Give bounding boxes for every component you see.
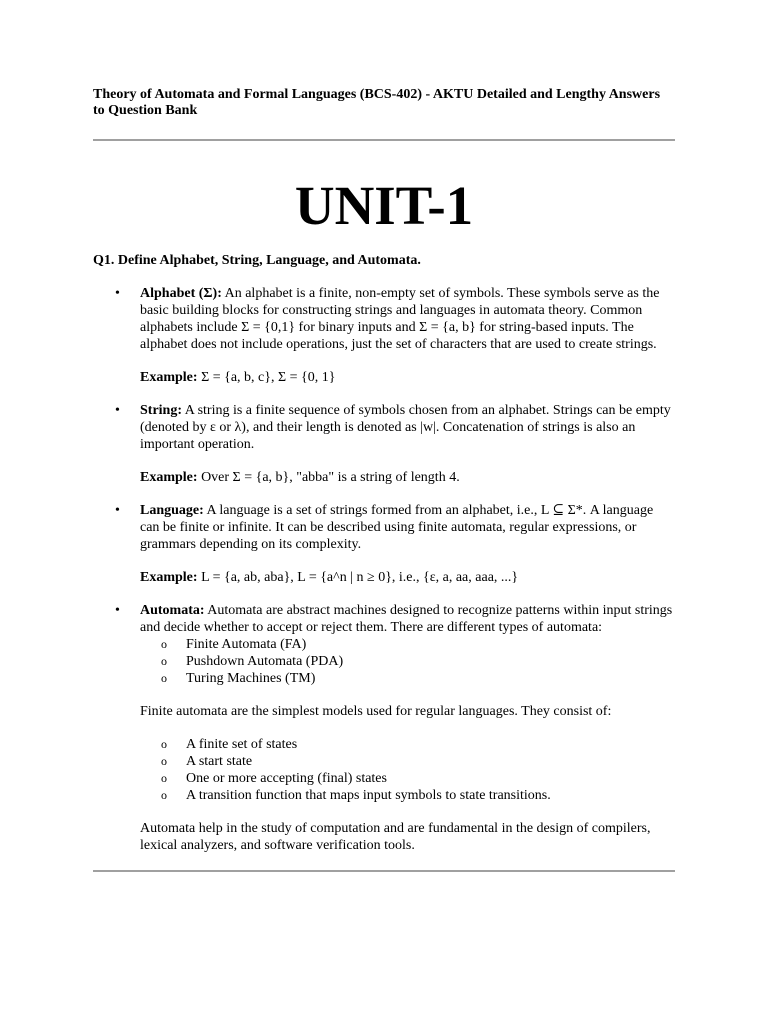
consist-paragraph: Finite automata are the simplest models used for regular languages. They consist of: (140, 704, 612, 719)
example-label: Example: (140, 570, 198, 585)
example-label: Example: (140, 470, 198, 485)
example-text: Over Σ = {a, b}, "abba" is a string of length 4. (197, 470, 460, 485)
unit-heading: UNIT-1 (294, 175, 474, 236)
bottom-horizontal-rule (93, 870, 675, 872)
bullet-marker: • (115, 286, 120, 301)
sub-bullet-marker: o (161, 737, 167, 751)
example-line (140, 469, 675, 486)
sub-item-text: Turing Machines (TM) (186, 671, 316, 686)
list-item-automata (93, 602, 675, 854)
sub-list-item (140, 787, 675, 804)
sub-bullet-marker: o (161, 637, 167, 651)
example-label: Example: (140, 370, 198, 385)
sub-bullet-marker: o (161, 671, 167, 685)
closing-paragraph: Automata help in the study of computation and are fundamental in the design of compilers, lexical analyzers, and software verification tools. (140, 821, 651, 853)
sub-list-item (140, 653, 675, 670)
example-text: Σ = {a, b, c}, Σ = {0, 1} (197, 370, 336, 385)
sub-bullet-marker: o (161, 771, 167, 785)
document-header-title: Theory of Automata and Formal Languages (BCS-402) - AKTU Detailed and Lengthy Answers to Question Bank (93, 87, 661, 118)
bullet-marker: • (115, 603, 120, 618)
definitions-list (93, 285, 675, 854)
sub-list-item (140, 770, 675, 787)
example-line (140, 569, 675, 586)
definition-text: A language is a set of strings formed from an alphabet, i.e., L ⊆ Σ*. A language can be finite or infinite. It can be described using finite automata, regular expressions, or grammars depending on its complexity. (140, 503, 654, 552)
sub-list-item (140, 753, 675, 770)
definition-text: A string is a finite sequence of symbols chosen from an alphabet. Strings can be empty (denoted by ε or λ), and their length is denoted as |w|. Concatenation of strings is also an important operation. (140, 403, 671, 452)
term-label: String: (140, 403, 182, 418)
sub-item-text: One or more accepting (final) states (186, 771, 387, 786)
definition-text: An alphabet is a finite, non-empty set of symbols. These symbols serve as the basic building blocks for constructing strings and languages in automata theory. Common alphabets include Σ = {0,1} for binary inputs and Σ = {a, b} for string-based inputs. The alphabet does not include operations, just the set of characters that are used to create strings. (140, 286, 660, 352)
list-item-string (93, 402, 675, 486)
bullet-marker: • (115, 503, 120, 518)
top-horizontal-rule (93, 139, 675, 141)
sub-item-text: Finite Automata (FA) (186, 637, 307, 652)
sub-item-text: A finite set of states (186, 737, 298, 752)
list-item-language (93, 502, 675, 586)
automata-components-list (140, 736, 675, 804)
example-line (140, 369, 675, 386)
sub-bullet-marker: o (161, 654, 167, 668)
sub-bullet-marker: o (161, 788, 167, 802)
sub-item-text: Pushdown Automata (PDA) (186, 654, 344, 669)
bullet-marker: • (115, 403, 120, 418)
list-item-alphabet (93, 285, 675, 386)
question-title: Q1. Define Alphabet, String, Language, and Automata. (93, 253, 421, 268)
sub-list-item (140, 636, 675, 653)
example-text: L = {a, ab, aba}, L = {a^n | n ≥ 0}, i.e., {ε, a, aa, aaa, ...} (197, 570, 519, 585)
sub-bullet-marker: o (161, 754, 167, 768)
term-label: Automata: (140, 603, 205, 618)
document-page (93, 87, 675, 872)
definition-text: Automata are abstract machines designed to recognize patterns within input strings and decide whether to accept or reject them. There are different types of automata: (140, 603, 673, 635)
sub-list-item (140, 736, 675, 753)
term-label: Alphabet (Σ): (140, 286, 222, 301)
sub-list-item (140, 670, 675, 687)
sub-item-text: A start state (186, 754, 253, 769)
term-label: Language: (140, 503, 204, 518)
sub-item-text: A transition function that maps input symbols to state transitions. (186, 788, 551, 803)
automata-types-list (140, 636, 675, 687)
